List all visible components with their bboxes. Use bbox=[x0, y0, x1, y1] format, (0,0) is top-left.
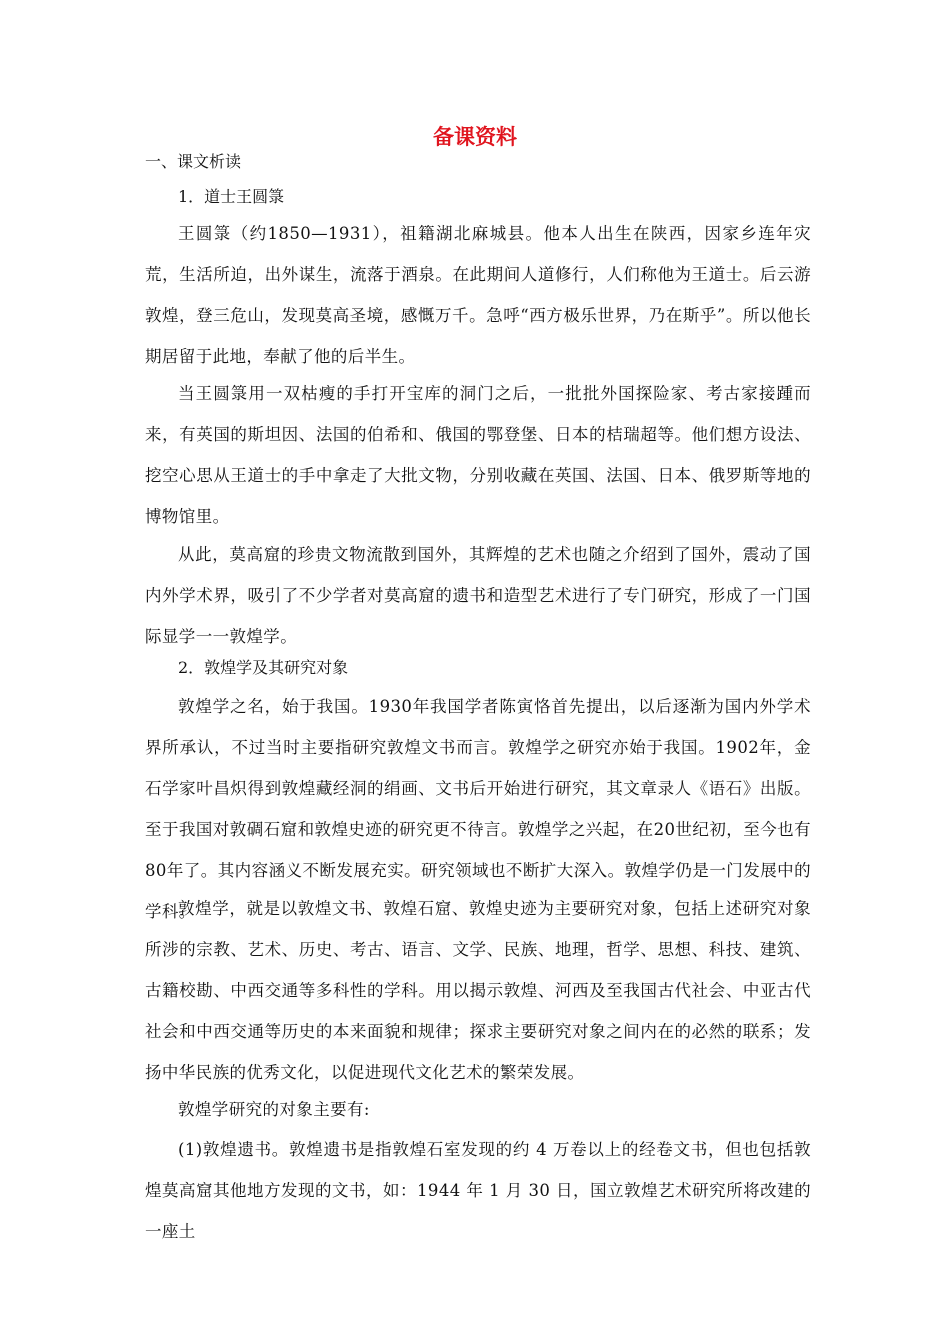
paragraph-3: 从此，莫高窟的珍贵文物流散到国外，其辉煌的艺术也随之介绍到了国外，震动了国内外学术界，吸引了不少学者对莫高窟的遗书和造型艺术进行了专门研究，形成了一门国际显学一一敦煌学。 bbox=[145, 545, 811, 646]
paragraph-5-block bbox=[145, 888, 811, 1093]
paragraph-1: 王圆箓（约1850—1931），祖籍湖北麻城县。他本人出生在陕西，因家乡连年灾荒，生活所迫，出外谋生，流落于酒泉。在此期间人道修行，人们称他为王道士。后云游敦煌，登三危山，发现莫高圣境，感慨万千。急呼“西方极乐世界，乃在斯乎”。所以他长期居留于此地，奉献了他的后半生。 bbox=[145, 224, 811, 366]
paragraph-1-block bbox=[145, 213, 811, 377]
paragraph-6: 敦煌学研究的对象主要有: bbox=[178, 1100, 370, 1119]
subsection-heading-1: 1．道士王圆箓 bbox=[178, 187, 285, 206]
subsection-heading-2: 2．敦煌学及其研究对象 bbox=[178, 658, 349, 677]
paragraph-4: 敦煌学之名，始于我国。1930年我国学者陈寅恪首先提出，以后逐渐为国内外学术界所承认，不过当时主要指研究敦煌文书而言。敦煌学之研究亦始于我国。1902年，金石学家叶昌炽得到敦煌藏经洞的绢画、文书后开始进行研究，其文章录人《语石》出版。至于我国对敦碉石窟和敦煌史迹的研究更不待言。敦煌学之兴起，在20世纪初，至今也有80年了。其内容涵义不断发展充实。研究领域也不断扩大深入。敦煌学仍是一门发展中的学科。 bbox=[145, 697, 811, 921]
paragraph-5: 敦煌学，就是以敦煌文书、敦煌石窟、敦煌史迹为主要研究对象，包括上述研究对象所涉的宗教、艺术、历史、考古、语言、文学、民族、地理，哲学、思想、科技、建筑、古籍校勘、中西交通等多科性的学科。用以揭示敦煌、河西及至我国古代社会、中亚古代社会和中西交通等历史的本来面貌和规律；探求主要研究对象之间内在的必然的联系；发扬中华民族的优秀文化，以促进现代文化艺术的繁荣发展。 bbox=[145, 899, 811, 1082]
paragraph-2: 当王圆箓用一双枯瘦的手打开宝库的洞门之后，一批批外国探险家、考古家接踵而来，有英国的斯坦因、法国的伯希和、俄国的鄂登堡、日本的桔瑞超等。他们想方设法、挖空心思从王道士的手中拿走了大批文物，分别收藏在英国、法国、日本、俄罗斯等地的博物馆里。 bbox=[145, 384, 811, 526]
paragraph-7-block bbox=[145, 1129, 811, 1252]
paragraph-2-block bbox=[145, 373, 811, 537]
document-title: 备课资料 bbox=[433, 125, 517, 149]
section-heading: 一、课文析读 bbox=[145, 152, 242, 171]
paragraph-6-block bbox=[145, 1089, 811, 1130]
paragraph-7: (1)敦煌遗书。敦煌遗书是指敦煌石室发现的约 4 万卷以上的经卷文书，但也包括敦煌莫高窟其他地方发现的文书，如：1944 年 1 月 30 日，国立敦煌艺术研究所将改建的一座土 bbox=[145, 1140, 811, 1241]
paragraph-3-block bbox=[145, 534, 811, 657]
